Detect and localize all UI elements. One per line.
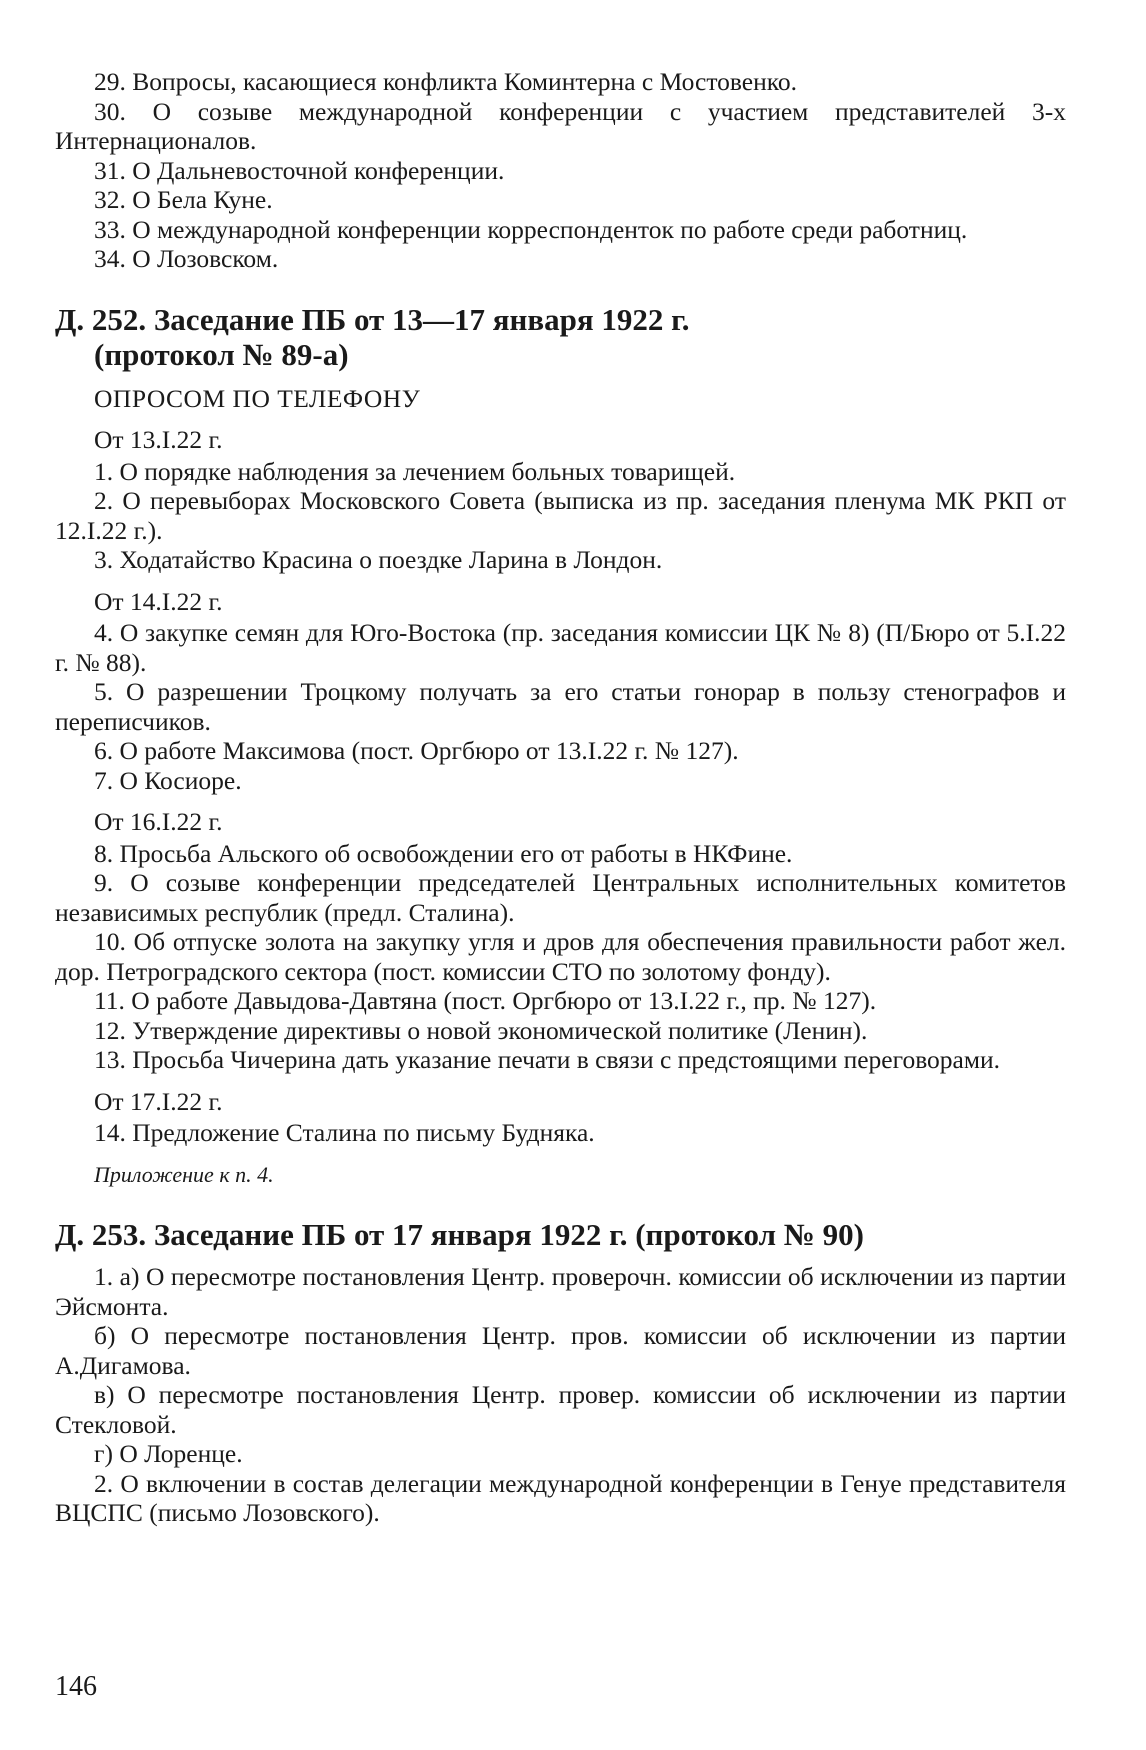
list-item: г) О Лоренце.: [94, 1439, 243, 1468]
item-group-4: [55, 1118, 1066, 1148]
list-item: 3. Ходатайство Красина о поездке Ларина в Лондон.: [94, 545, 663, 574]
list-item: 33. О международной конференции корреспонденток по работе среди работниц.: [94, 214, 968, 244]
list-item: 31. О Дальневосточной конференции.: [94, 155, 505, 185]
list-item: 2. О перевыборах Московского Совета (выписка из пр. заседания пленума МК РКП от 12.I.22 г.).: [55, 486, 1066, 545]
list-item: 1. а) О пересмотре постановления Центр. проверочн. комиссии об исключении из партии Эйсмонта.: [55, 1262, 1066, 1321]
list-item: 10. Об отпуске золота на закупку угля и дров для обеспечения правильности работ жел. дор. Петроградского сектора (пост. комиссии СТО по золотому фонду).: [55, 927, 1066, 986]
list-item: в) О пересмотре постановления Центр. провер. комиссии об исключении из партии Стекловой.: [55, 1380, 1066, 1439]
list-item: 13. Просьба Чичерина дать указание печати в связи с предстоящими переговорами.: [94, 1045, 1001, 1074]
date-label: От 17.I.22 г.: [94, 1086, 223, 1116]
list-item: 12. Утверждение директивы о новой экономической политике (Ленин).: [94, 1015, 868, 1045]
top-items-list: [55, 67, 1066, 274]
date-label: От 14.I.22 г.: [94, 586, 223, 616]
section-252-subheading: ОПРОСОМ ПО ТЕЛЕФОНУ: [94, 383, 421, 413]
section-252-heading: [55, 302, 1066, 372]
list-item: 1. О порядке наблюдения за лечением больных товарищей.: [94, 456, 736, 486]
list-item: 11. О работе Давыдова-Давтяна (пост. Оргбюро от 13.I.22 г., пр. № 127).: [94, 986, 877, 1015]
section-252-heading-line1: Д. 252. Заседание ПБ от 13—17 января 1922 г.: [55, 301, 690, 337]
section-253-items: [55, 1262, 1066, 1528]
list-item: б) О пересмотре постановления Центр. пров. комиссии об исключении из партии А.Дигамова.: [55, 1321, 1066, 1380]
section-252-heading-line2: (протокол № 89-а): [94, 336, 349, 372]
list-item: 8. Просьба Альского об освобождении его от работы в НКФине.: [94, 838, 793, 868]
item-group-2: [55, 618, 1066, 795]
date-label: От 13.I.22 г.: [94, 425, 223, 454]
appendix-note: Приложение к п. 4.: [94, 1161, 274, 1187]
date-label: От 16.I.22 г.: [94, 807, 223, 836]
list-item: 34. О Лозовском.: [94, 244, 279, 273]
list-item: 2. О включении в состав делегации международной конференции в Генуе представителя ВЦСПС (письмо Лозовского).: [55, 1468, 1066, 1527]
item-group-1: [55, 457, 1066, 575]
section-253-heading: Д. 253. Заседание ПБ от 17 января 1922 г. (протокол № 90): [55, 1217, 864, 1252]
list-item: 6. О работе Максимова (пост. Оргбюро от 13.I.22 г. № 127).: [94, 736, 739, 765]
list-item: 5. О разрешении Троцкому получать за его статьи гонорар в пользу стенографов и переписчиков.: [55, 677, 1066, 736]
list-item: 7. О Косиоре.: [94, 765, 242, 795]
list-item: 30. О созыве международной конференции с участием представителей 3-х Интернационалов.: [55, 96, 1066, 155]
list-item: 32. О Бела Куне.: [94, 185, 273, 214]
list-item: 4. О закупке семян для Юго-Востока (пр. заседания комиссии ЦК № 8) (П/Бюро от 5.I.22 г. № 88).: [55, 618, 1066, 677]
list-item: 9. О созыве конференции председателей Центральных исполнительных комитетов независимых республик (предл. Сталина).: [55, 868, 1066, 927]
list-item: 14. Предложение Сталина по письму Будняка.: [94, 1118, 595, 1147]
page-number: 146: [55, 1671, 97, 1702]
item-group-3: [55, 839, 1066, 1075]
list-item: 29. Вопросы, касающиеся конфликта Коминтерна с Мостовенко.: [94, 67, 797, 96]
